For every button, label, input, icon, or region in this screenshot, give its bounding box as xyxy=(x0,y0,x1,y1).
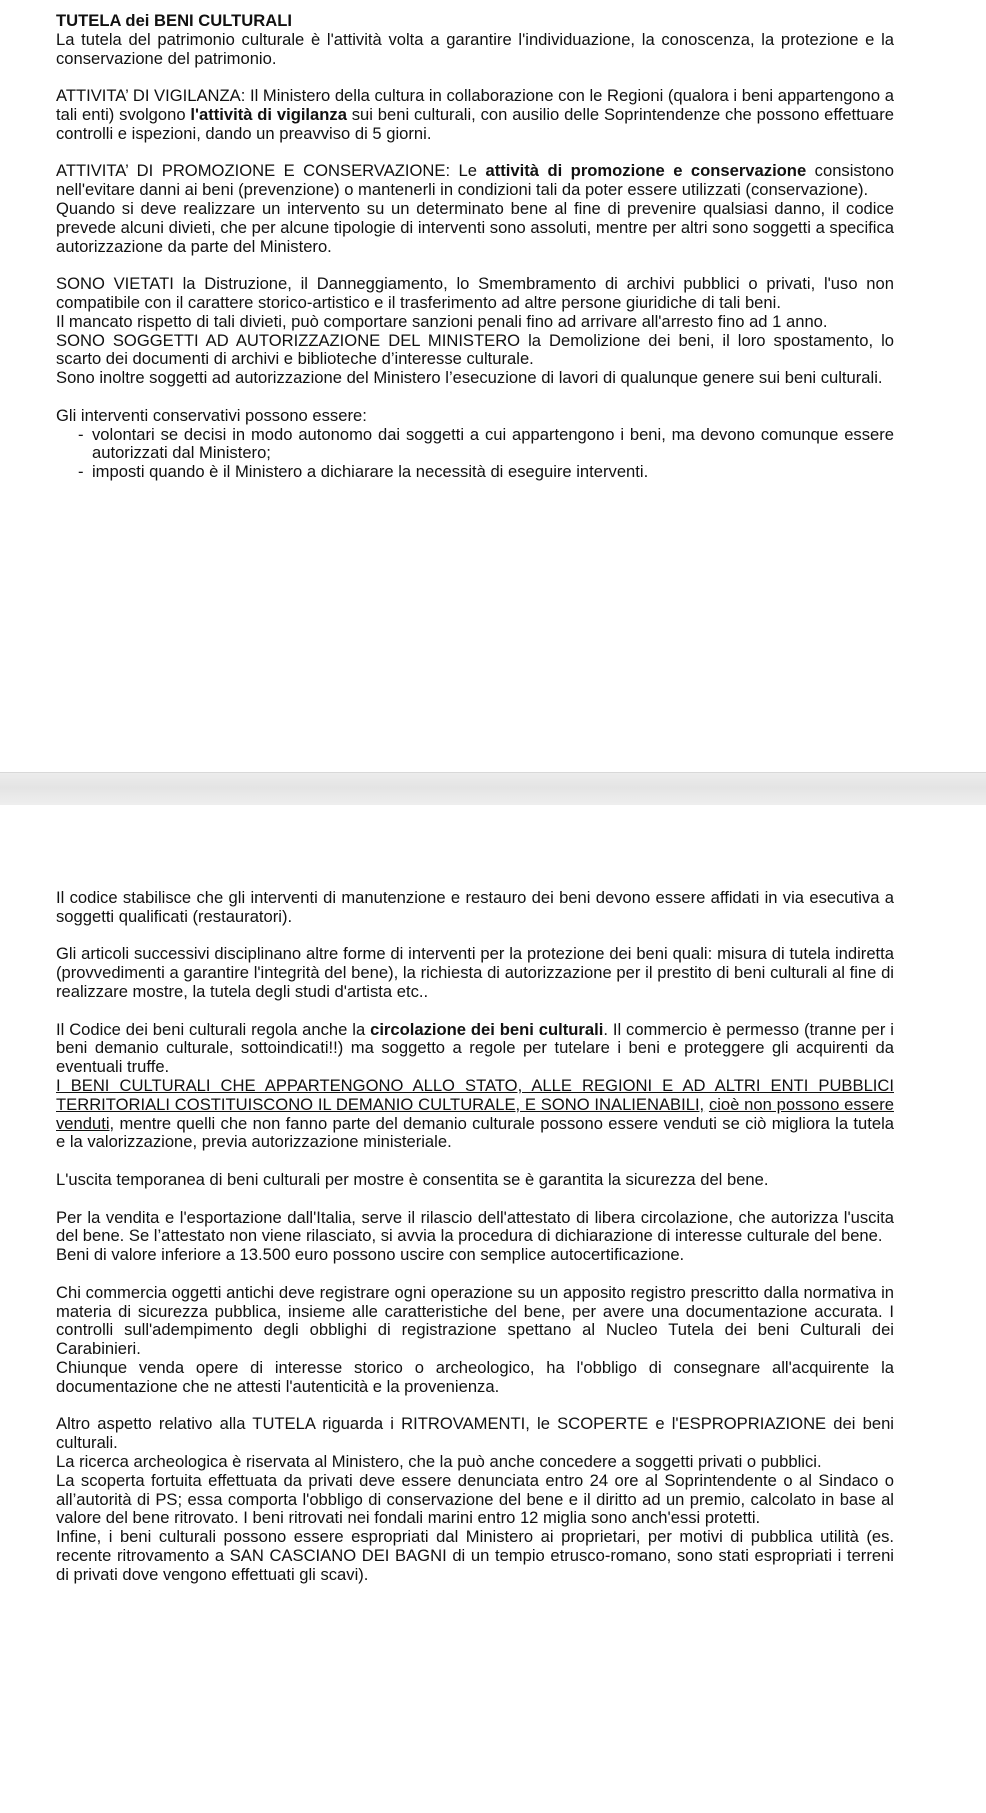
text-column xyxy=(56,12,894,482)
bold-text: l'attività di vigilanza xyxy=(190,104,347,124)
underlined-text: I BENI CULTURALI CHE APPARTENGONO ALLO STATO, ALLE REGIONI E AD ALTRI ENTI PUBBLICI TERRITORIALI COSTITUISCONO IL DEMANIO CULTURALE, E SONO INALIENABILI, xyxy=(56,1075,894,1114)
document-page-bottom xyxy=(0,805,986,1813)
paragraph-mancato: Il mancato rispetto di tali divieti, può comportare sanzioni penali fino ad arrivare all'arresto fino ad 1 anno. xyxy=(56,311,828,331)
bold-text: attività di promozione e conservazione xyxy=(485,161,807,181)
text-span: Il Codice dei beni culturali regola anche la xyxy=(56,1019,371,1039)
paragraph-circolazione xyxy=(56,1021,894,1077)
paragraph-demanio xyxy=(56,1077,894,1152)
paragraph-articoli: Gli articoli successivi disciplinano altre forme di interventi per la protezione dei beni quali: misura di tutela indiretta (provvedimenti a garantire l'integrità del bene), la richiesta di autorizzazione per il prestito di beni culturali al fine di realizzare mostre, la tutela degli studi d'artista etc.. xyxy=(56,944,894,1001)
text-span: , mentre quelli che non fanno parte del demanio culturale possono essere venduti se ciò migliora la tutela e la valorizzazione, previa autorizzazione ministeriale. xyxy=(56,1113,894,1152)
paragraph-valore: Beni di valore inferiore a 13.500 euro possono uscire con semplice autocertificazione. xyxy=(56,1245,685,1265)
document-page-top xyxy=(0,0,986,772)
paragraph-vietati: SONO VIETATI la Distruzione, il Danneggiamento, lo Smembramento di archivi pubblici o privati, l'uso non compatibile con il carattere storico-artistico e il trasferimento ad altre persone giuridiche di tali beni. xyxy=(56,274,894,312)
paragraph-codice: Il codice stabilisce che gli interventi di manutenzione e restauro dei beni devono essere affidati in via esecutiva a soggetti qualificati (restauratori). xyxy=(56,888,894,926)
text-column xyxy=(56,889,894,1584)
paragraph-commercia: Chi commercia oggetti antichi deve registrare ogni operazione su un apposito registro prescritto dalla normativa in materia di sicurezza pubblica, insieme alle caratteristiche del bene, per avere una documentazione accurata. I controlli sull'adempimento degli obblighi di registrazione spettano al Nucleo Tutela dei beni Culturali dei Carabinieri. xyxy=(56,1282,894,1359)
list-item: - volontari se decisi in modo autonomo dai soggetti a cui appartengono i beni, ma devono comunque essere autorizzati dal Ministero; xyxy=(78,426,894,464)
underlined-text: cioè non possono essere venduti xyxy=(56,1094,894,1133)
paragraph-intro: La tutela del patrimonio culturale è l'attività volta a garantire l'individuazione, la conoscenza, la protezione e la conservazione del patrimonio. xyxy=(56,29,894,68)
page-title: TUTELA dei BENI CULTURALI xyxy=(56,11,292,30)
paragraph-altro: Altro aspetto relativo alla TUTELA riguarda i RITROVAMENTI, le SCOPERTE e l'ESPROPRIAZIONE dei beni culturali. xyxy=(56,1414,894,1453)
paragraph-uscita: L'uscita temporanea di beni culturali per mostre è consentita se è garantita la sicurezza del bene. xyxy=(56,1169,769,1189)
page-separator xyxy=(0,772,986,807)
text-span: . Il commercio è permesso (tranne per i beni demanio culturale, sottoindicati!!) ma soggetto a regole per tutelare i beni e proteggere gli acquirenti da eventuali truffe. xyxy=(56,1019,894,1077)
paragraph-interventi: Gli interventi conservativi possono essere: xyxy=(56,405,367,425)
paragraph-soggetti: SONO SOGGETTI AD AUTORIZZAZIONE DEL MINISTERO la Demolizione dei beni, il loro spostamento, lo scarto dei documenti di archivi e biblioteche d’interesse culturale. xyxy=(56,330,894,369)
text-span: consistono nell'evitare danni ai beni (prevenzione) o mantenerli in condizioni tali da poter essere utilizzati (conservazione). xyxy=(56,161,894,200)
paragraph-vigilanza xyxy=(56,87,894,143)
paragraph-promozione xyxy=(56,162,894,200)
bold-text: circolazione dei beni culturali xyxy=(370,1019,604,1039)
text-span: ATTIVITA’ DI PROMOZIONE E CONSERVAZIONE: Le xyxy=(56,161,486,181)
interventi-list xyxy=(56,426,894,482)
paragraph-inoltre: Sono inoltre soggetti ad autorizzazione del Ministero l’esecuzione di lavori di qualunque genere sui beni culturali. xyxy=(56,368,883,388)
text-span: ATTIVITA’ DI VIGILANZA: Il Ministero della cultura in collaborazione con le Regioni (qualora i beni appartengono a tali enti) svolgono xyxy=(56,86,894,124)
list-item: - imposti quando è il Ministero a dichiarare la necessità di eseguire interventi. xyxy=(78,463,894,482)
text-span: sui beni culturali, con ausilio delle Soprintendenze che possono effettuare controlli e ispezioni, dando un preavviso di 5 giorni. xyxy=(56,104,894,143)
paragraph-scoperta: La scoperta fortuita effettuata da privati deve essere denunciata entro 24 ore al Soprintendente o al Sindaco o all’autorità di PS; essa comporta l'obbligo di conservazione del bene e il diritto ad un premio, calcolato in base al valore del bene ritrovato. I beni ritrovati nei fondali marini entro 12 miglia sono anch'essi protetti. xyxy=(56,1470,894,1528)
paragraph-chiunque: Chiunque venda opere di interesse storico o archeologico, ha l'obbligo di consegnare all'acquirente la documentazione che ne attesti l'autenticità e la provenienza. xyxy=(56,1357,894,1396)
paragraph-ricerca: La ricerca archeologica è riservata al Ministero, che la può anche concedere a soggetti privati o pubblici. xyxy=(56,1451,822,1471)
paragraph-quando: Quando si deve realizzare un intervento su un determinato bene al fine di prevenire qualsiasi danno, il codice prevede alcuni divieti, che per alcune tipologie di interventi sono assoluti, mentre per altri sono soggetti a specifica autorizzazione da parte del Ministero. xyxy=(56,198,894,256)
paragraph-vendita: Per la vendita e l'esportazione dall'Italia, serve il rilascio dell'attestato di libera circolazione, che autorizza l'uscita del bene. Se l’attestato non viene rilasciato, si avvia la procedura di dichiarazione di interesse culturale del bene. xyxy=(56,1207,894,1246)
paragraph-infine: Infine, i beni culturali possono essere espropriati dal Ministero ai proprietari, per motivi di pubblica utilità (es. recente ritrovamento a SAN CASCIANO DEI BAGNI di un tempio etrusco-romano, sono stati espropriati i terreni di privati dove vengono effettuati gli scavi). xyxy=(56,1527,894,1584)
